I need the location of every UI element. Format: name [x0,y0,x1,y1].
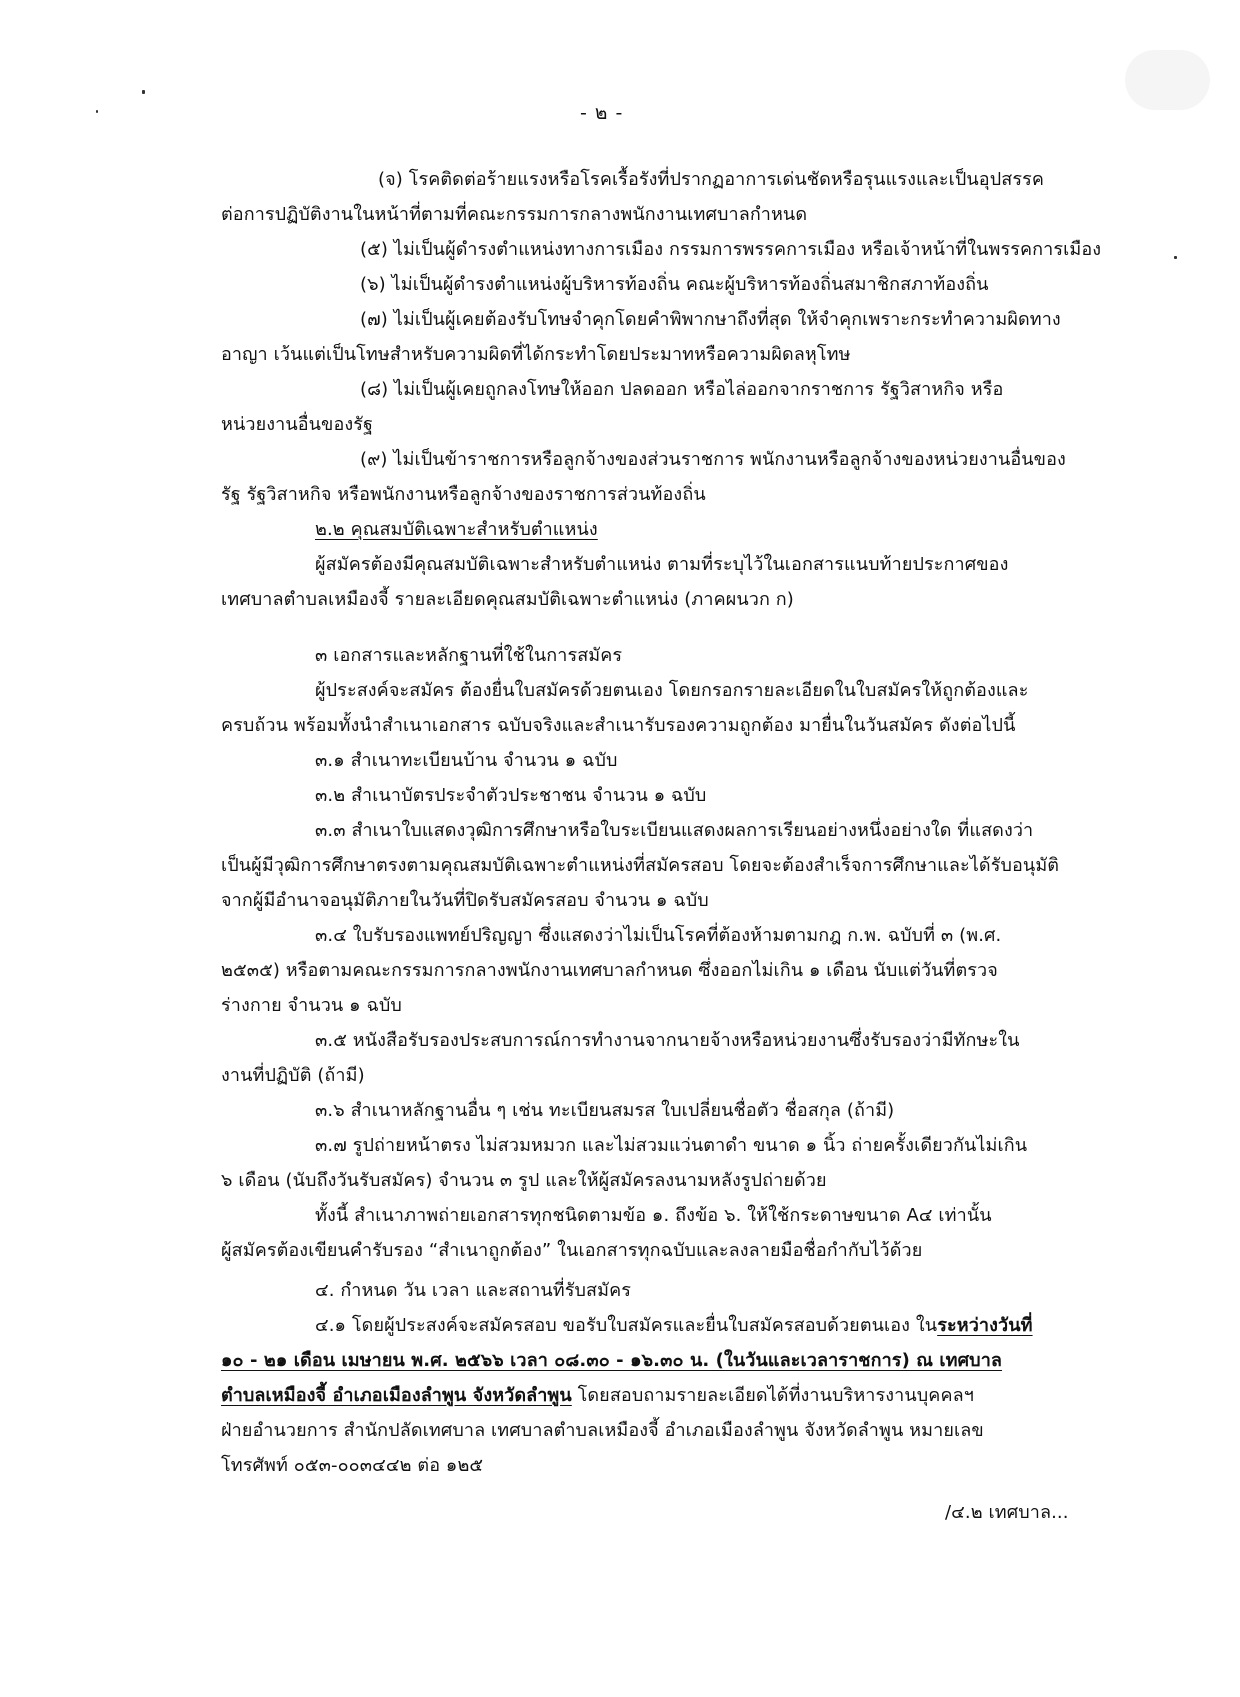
page-number: - ๒ - [580,102,624,124]
text-line: ครบถ้วน พร้อมทั้งนำสำเนาเอกสาร ฉบับจริงและสำเนารับรองความถูกต้อง มายื่นในวันสมัคร ดังต่อไปนี้ [221,715,1016,736]
text-line: ผู้ประสงค์จะสมัคร ต้องยื่นใบสมัครด้วยตนเอง โดยกรอกรายละเอียดในใบสมัครให้ถูกต้องและ [315,680,1029,701]
text-line: ทั้งนี้ สำเนาภาพถ่ายเอกสารทุกชนิดตามข้อ ๑. ถึงข้อ ๖. ให้ใช้กระดาษขนาด A๔ เท่านั้น [315,1205,992,1226]
section-heading: ๒.๒ คุณสมบัติเฉพาะสำหรับตำแหน่ง [315,519,598,540]
text-line: ๓.๕ หนังสือรับรองประสบการณ์การทำงานจากนายจ้างหรือหน่วยงานซึ่งรับรองว่ามีทักษะใน [315,1030,1020,1051]
text-line: (๕) ไม่เป็นผู้ดำรงตำแหน่งทางการเมือง กรรมการพรรคการเมือง หรือเจ้าหน้าที่ในพรรคการเมือง [360,239,1102,260]
text-line: (๖) ไม่เป็นผู้ดำรงตำแหน่งผู้บริหารท้องถิ่น คณะผู้บริหารท้องถิ่นสมาชิกสภาท้องถิ่น [360,274,989,295]
text-run: โดยสอบถามรายละเอียดได้ที่งานบริหารงานบุคคลฯ [571,1385,974,1406]
scan-speck [1174,256,1177,259]
text-line: ๓.๔ ใบรับรองแพทย์ปริญญา ซึ่งแสดงว่าไม่เป็นโรคที่ต้องห้ามตามกฎ ก.พ. ฉบับที่ ๓ (พ.ศ. [315,925,1002,946]
continuation-marker: /๔.๒ เทศบาล... [945,1502,1069,1523]
text-run: ๔.๑ โดยผู้ประสงค์จะสมัครสอบ ขอรับใบสมัครและยื่นใบสมัครสอบด้วยตนเอง ใน [315,1315,938,1336]
text-line: ๖ เดือน (นับถึงวันรับสมัคร) จำนวน ๓ รูป และให้ผู้สมัครลงนามหลังรูปถ่ายด้วย [221,1170,827,1191]
text-line: ๓.๒ สำเนาบัตรประจำตัวประชาชน จำนวน ๑ ฉบับ [315,785,707,806]
text-line: ๓.๑ สำเนาทะเบียนบ้าน จำนวน ๑ ฉบับ [315,750,618,771]
section-heading: ๔. กำหนด วัน เวลา และสถานที่รับสมัคร [315,1280,632,1301]
faint-signature-mark [1125,50,1210,110]
text-line: ผู้สมัครต้องมีคุณสมบัติเฉพาะสำหรับตำแหน่ง ตามที่ระบุไว้ในเอกสารแนบท้ายประกาศของ [315,554,1009,575]
text-line: ๓.๗ รูปถ่ายหน้าตรง ไม่สวมหมวก และไม่สวมแว่นตาดำ ขนาด ๑ นิ้ว ถ่ายครั้งเดียวกันไม่เกิน [315,1135,1028,1156]
text-line: ๓.๓ สำเนาใบแสดงวุฒิการศึกษาหรือใบระเบียนแสดงผลการเรียนอย่างหนึ่งอย่างใด ที่แสดงว่า [315,820,1034,841]
text-line: ร่างกาย จำนวน ๑ ฉบับ [221,995,402,1016]
text-line: ๒๕๓๕) หรือตามคณะกรรมการกลางพนักงานเทศบาลกำหนด ซึ่งออกไม่เกิน ๑ เดือน นับแต่วันที่ตรวจ [221,960,998,981]
text-line: งานที่ปฏิบัติ (ถ้ามี) [221,1065,365,1086]
text-line: โทรศัพท์ ๐๕๓-๐๐๓๔๔๒ ต่อ ๑๒๕ [221,1455,484,1476]
section-heading: ๓ เอกสารและหลักฐานที่ใช้ในการสมัคร [315,645,623,666]
scan-speck [142,90,145,94]
scan-speck [96,110,98,113]
text-line [221,1384,974,1408]
text-line: เป็นผู้มีวุฒิการศึกษาตรงตามคุณสมบัติเฉพาะตำแหน่งที่สมัครสอบ โดยจะต้องสำเร็จการศึกษาและได้รับอนุมัติ [221,855,1060,876]
text-line: จากผู้มีอำนาจอนุมัติภายในวันที่ปิดรับสมัครสอบ จำนวน ๑ ฉบับ [221,890,709,911]
text-line: รัฐ รัฐวิสาหกิจ หรือพนักงานหรือลูกจ้างของราชการส่วนท้องถิ่น [221,484,706,505]
emphasized-date-range: ระหว่างวันที่ [937,1315,1033,1336]
text-line: ผู้สมัครต้องเขียนคำรับรอง “สำเนาถูกต้อง” ในเอกสารทุกฉบับและลงลายมือชื่อกำกับไว้ด้วย [221,1240,923,1261]
text-line: (๙) ไม่เป็นข้าราชการหรือลูกจ้างของส่วนราชการ พนักงานหรือลูกจ้างของหน่วยงานอื่นของ [360,449,1066,470]
text-line: อาญา เว้นแต่เป็นโทษสำหรับความผิดที่ได้กระทำโดยประมาทหรือความผิดลหุโทษ [221,344,851,365]
text-line: เทศบาลตำบลเหมืองจี้ รายละเอียดคุณสมบัติเฉพาะตำแหน่ง (ภาคผนวก ก) [221,589,794,610]
emphasized-date-range: ๑๐ - ๒๑ เดือน เมษายน พ.ศ. ๒๕๖๖ เวลา ๐๘.๓๐ - ๑๖.๓๐ น. (ในวันและเวลาราชการ) ณ เทศบาล [221,1350,1003,1371]
text-line: (๘) ไม่เป็นผู้เคยถูกลงโทษให้ออก ปลดออก หรือไล่ออกจากราชการ รัฐวิสาหกิจ หรือ [360,379,1004,400]
text-line: ฝ่ายอำนวยการ สำนักปลัดเทศบาล เทศบาลตำบลเหมืองจี้ อำเภอเมืองลำพูน จังหวัดลำพูน หมายเลข [221,1420,984,1441]
text-line: ต่อการปฏิบัติงานในหน้าที่ตามที่คณะกรรมการกลางพนักงานเทศบาลกำหนด [221,204,808,225]
text-line: ๓.๖ สำเนาหลักฐานอื่น ๆ เช่น ทะเบียนสมรส ใบเปลี่ยนชื่อตัว ชื่อสกุล (ถ้ามี) [315,1100,895,1121]
text-line: หน่วยงานอื่นของรัฐ [221,414,374,435]
text-line: (จ) โรคติดต่อร้ายแรงหรือโรคเรื้อรังที่ปรากฏอาการเด่นชัดหรือรุนแรงและเป็นอุปสรรค [378,169,1045,190]
text-line [315,1314,1033,1338]
emphasized-location: ตำบลเหมืองจี้ อำเภอเมืองลำพูน จังหวัดลำพูน [221,1385,572,1406]
text-line: (๗) ไม่เป็นผู้เคยต้องรับโทษจำคุกโดยคำพิพากษาถึงที่สุด ให้จำคุกเพราะกระทำความผิดทาง [360,309,1061,330]
